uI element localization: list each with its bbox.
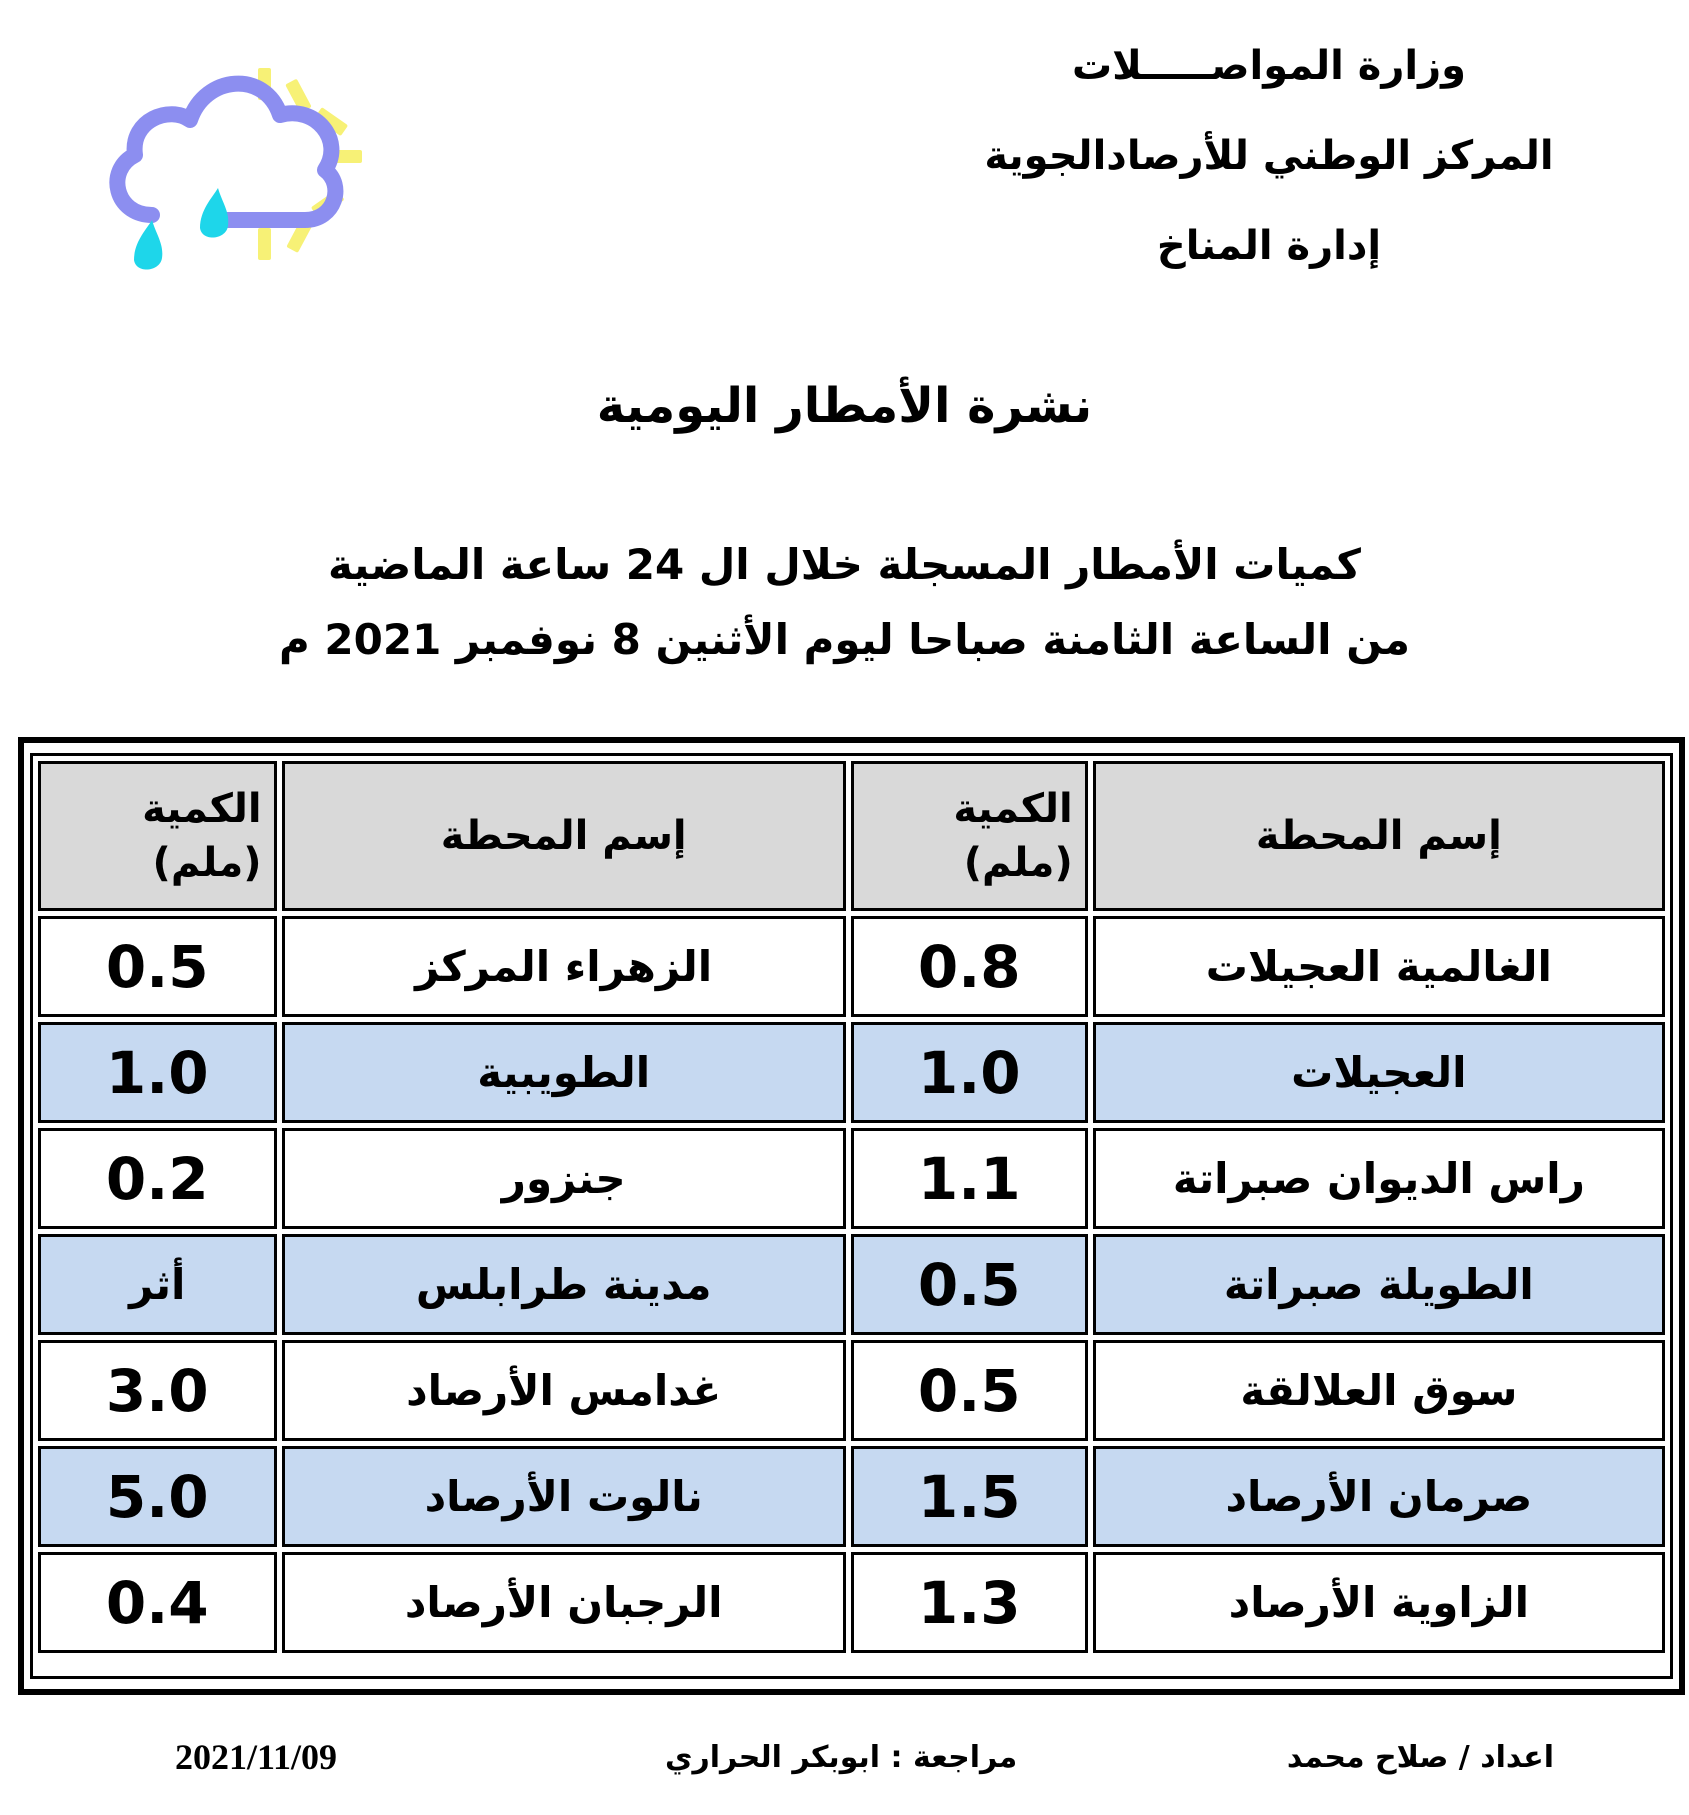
station-header: إسم المحطة — [1093, 761, 1665, 911]
ministry-header — [959, 40, 1579, 310]
rainfall-table-inner — [30, 753, 1673, 1679]
station-name: جنزور — [282, 1128, 846, 1229]
station-header: إسم المحطة — [282, 761, 846, 911]
table-header-row — [38, 761, 1665, 911]
quantity-header: الكمية (ملم) — [38, 761, 277, 911]
station-name: غدامس الأرصاد — [282, 1340, 846, 1441]
rain-amount: 0.8 — [851, 916, 1088, 1017]
station-name: الزهراء المركز — [282, 916, 846, 1017]
quantity-header: الكمية (ملم) — [851, 761, 1088, 911]
rain-amount: 1.0 — [38, 1022, 277, 1123]
rainfall-table-frame — [18, 737, 1685, 1695]
station-name: الرجبان الأرصاد — [282, 1552, 846, 1653]
issue-date: 2021/11/09 — [175, 1737, 338, 1777]
rainfall-table — [33, 756, 1670, 1658]
bulletin-title: نشرة الأمطار اليومية — [596, 378, 1093, 434]
rain-amount: أثر — [38, 1234, 277, 1335]
rain-amount: 1.1 — [851, 1128, 1088, 1229]
department-name: إدارة المناخ — [1156, 223, 1382, 269]
station-name: نالوت الأرصاد — [282, 1446, 846, 1547]
rain-amount: 1.0 — [851, 1022, 1088, 1123]
table-row — [38, 1446, 1665, 1547]
rain-amount: 1.3 — [851, 1552, 1088, 1653]
station-name: سوق العلالقة — [1093, 1340, 1665, 1441]
center-name: المركز الوطني للأرصادالجوية — [984, 133, 1554, 179]
station-name: صرمان الأرصاد — [1093, 1446, 1665, 1547]
bulletin-subtitle-2: من الساعة الثامنة صباحا ليوم الأثنين 8 نوفمبر 2021 م — [279, 615, 1410, 664]
bulletin-subtitle-1: كميات الأمطار المسجلة خلال ال 24 ساعة الماضية — [328, 540, 1361, 589]
rain-amount: 0.2 — [38, 1128, 277, 1229]
station-name: راس الديوان صبراتة — [1093, 1128, 1665, 1229]
station-name: الطويبية — [282, 1022, 846, 1123]
ministry-name: وزارة المواصـــــلات — [1071, 43, 1467, 89]
table-row — [38, 1234, 1665, 1335]
station-name: الغالمية العجيلات — [1093, 916, 1665, 1017]
rain-amount: 5.0 — [38, 1446, 277, 1547]
table-row — [38, 1552, 1665, 1653]
rain-amount: 1.5 — [851, 1446, 1088, 1547]
station-name: الطويلة صبراتة — [1093, 1234, 1665, 1335]
table-row — [38, 1022, 1665, 1123]
rain-amount: 0.5 — [38, 916, 277, 1017]
table-row — [38, 1340, 1665, 1441]
prepared-by: اعداد / صلاح محمد — [1286, 1740, 1554, 1775]
station-name: الزاوية الأرصاد — [1093, 1552, 1665, 1653]
rain-amount: 0.4 — [38, 1552, 277, 1653]
table-row — [38, 916, 1665, 1017]
station-name: مدينة طرابلس — [282, 1234, 846, 1335]
cloud-rain-sun-icon — [100, 60, 430, 300]
rain-amount: 0.5 — [851, 1234, 1088, 1335]
table-row — [38, 1128, 1665, 1229]
reviewed-by: مراجعة : ابوبكر الحراري — [665, 1740, 1018, 1775]
station-name: العجيلات — [1093, 1022, 1665, 1123]
rain-amount: 3.0 — [38, 1340, 277, 1441]
rain-amount: 0.5 — [851, 1340, 1088, 1441]
